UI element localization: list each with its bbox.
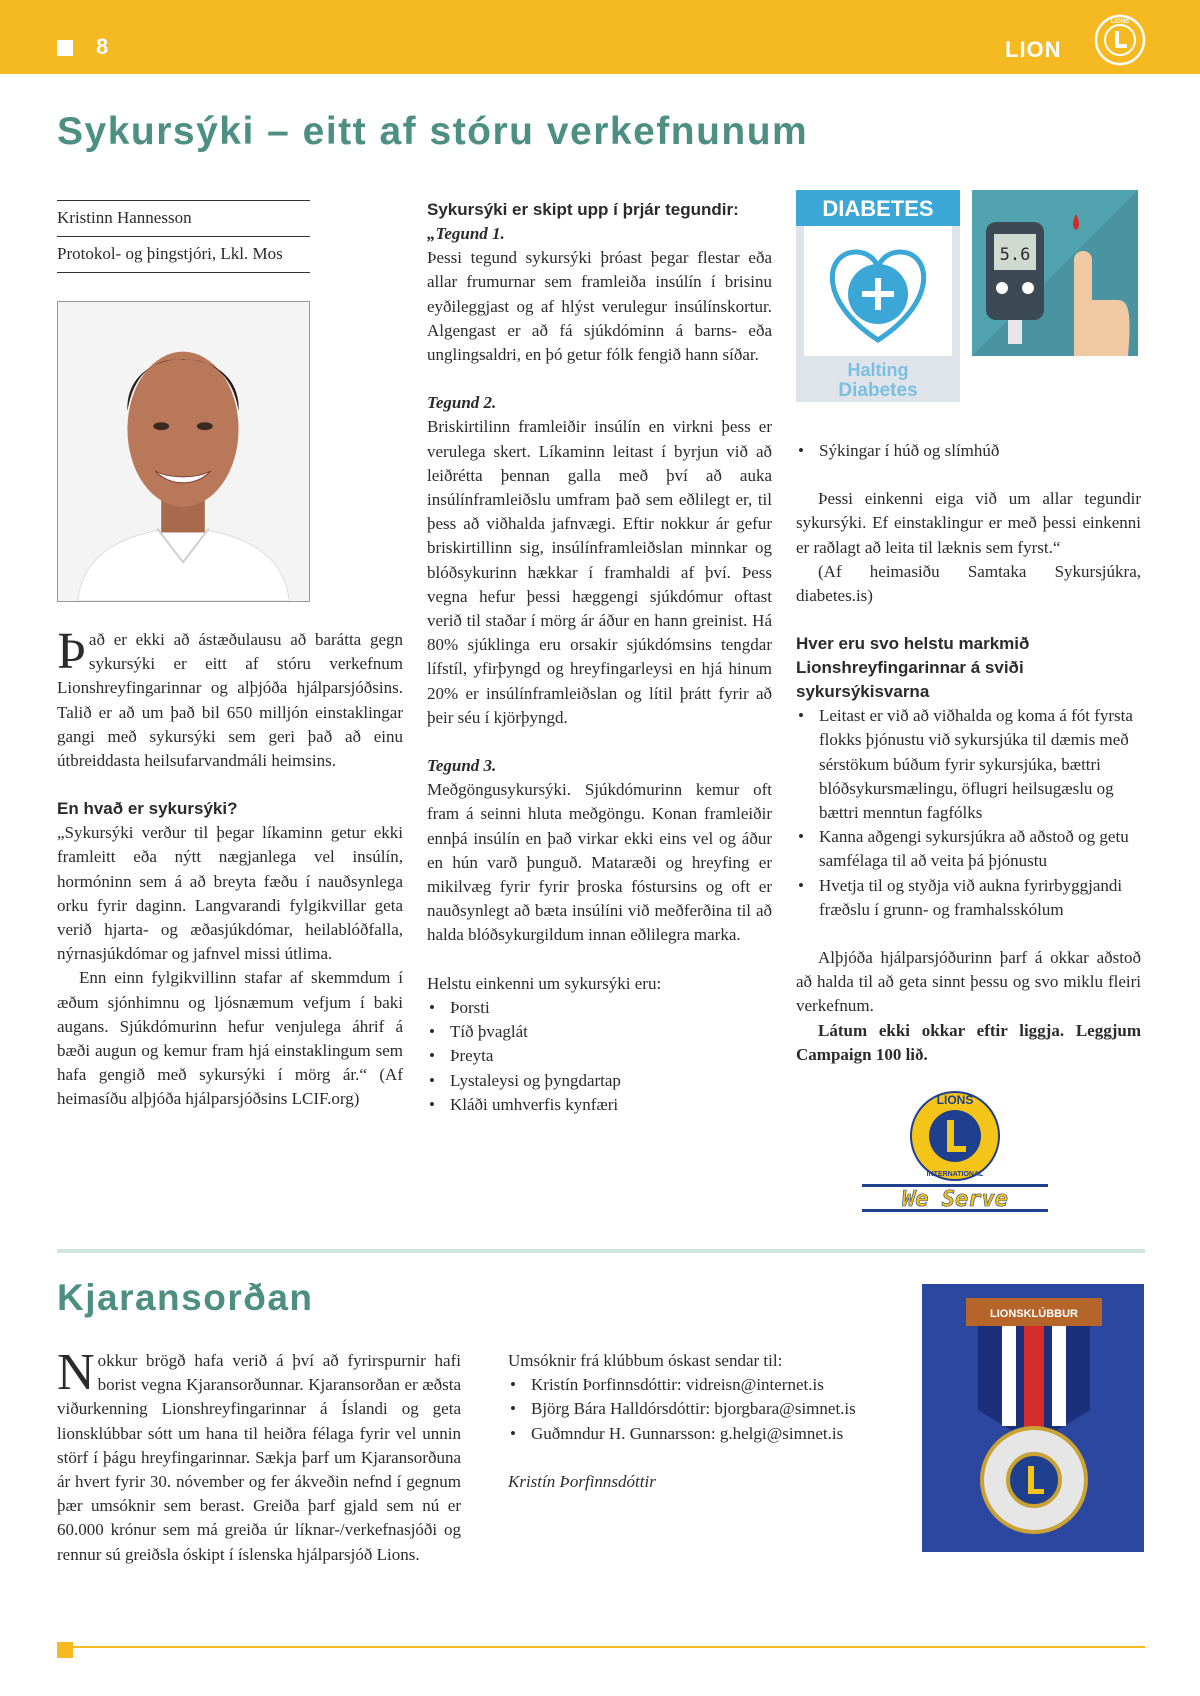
author-rule-bottom xyxy=(57,272,310,273)
list-item: • Lystaleysi og þyngdartap xyxy=(427,1069,772,1093)
heading-what-is: En hvað er sykursýki? xyxy=(57,799,238,819)
we-serve-logo xyxy=(862,1088,1048,1214)
type2-label: Tegund 2. xyxy=(427,393,497,413)
kjaransordan-body xyxy=(57,1344,461,1567)
header-square xyxy=(57,40,73,56)
type3-label: Tegund 3. xyxy=(427,756,497,776)
author-portrait xyxy=(57,301,310,602)
col3-paragraph-3: Alþjóða hjálparsjóðurinn þarf á okkar aðstoð að halda til að geta sinnt þessu og svo miklu fleiri verkefnum. xyxy=(796,948,1141,1016)
magazine-name: LION xyxy=(1005,37,1062,62)
list-item: • Þreyta xyxy=(427,1044,772,1068)
medal-plate-text: LIONSKLÚBBUR xyxy=(990,1308,1078,1320)
meter-reading: 5.6 xyxy=(999,245,1031,265)
diabetes-image-title: DIABETES xyxy=(822,196,934,221)
list-item: • Tíð þvaglát xyxy=(427,1020,772,1044)
diabetes-image-sub2: Diabetes xyxy=(838,380,918,401)
author-block xyxy=(57,200,310,273)
list-item: • Leitast er við að viðhalda og koma á fót fyrsta flokks þjónustu við sykursjúka til dæmis með sérstökum búðum fyrir sykursjúka, bættri blóðsykursmælingu, öflugri heilsugæslu og bættri menntun fagfólks xyxy=(796,704,1141,825)
list-item: • Guðmndur H. Gunnarsson: g.helgi@simnet.is xyxy=(508,1422,898,1446)
list-item: • Þorsti xyxy=(427,996,772,1020)
diabetes-image-sub1: Halting xyxy=(847,360,909,380)
medal-image xyxy=(922,1284,1144,1552)
footer-rule xyxy=(57,1646,1145,1648)
lions-logo-icon xyxy=(1094,14,1146,66)
we-serve-top-text: LIONS xyxy=(936,1093,974,1107)
col1-paragraph-2: Enn einn fylgikvillinn stafar af skemmdum í æðum sjónhimnu og ljósnæmum vefjum í baki augans. Sjúkdómurinn hefur venjulega áhrif á bæði augun og kemur fram hjá einstaklingum sem hafa gengið með sykursýki í mörg ár.“ (Af heimasíðu alþjóða hjálparsjóðsins LCIF.org) xyxy=(57,968,403,1109)
col3-paragraph-1: Þessi einkenni eiga við um allar tegundir sykursýki. Ef einstaklingur er með þessi einkenni er raðlagt að leita til læknis sem fyrst.“ xyxy=(796,489,1141,557)
symptom-continued xyxy=(796,439,1141,463)
kjaransordan-paragraph xyxy=(57,1344,461,1567)
col3-source: (Af heimasiðu Samtaka Sykursjúkra, diabetes.is) xyxy=(796,561,1141,606)
symptoms-intro: Helstu einkenni um sykursýki eru: xyxy=(427,973,662,993)
intro-text: að er ekki að ástæðulausu að barátta gegn sykursýki er eitt af stóru verkefnum Lionshreyfingarinnar og alþjóða hjálparsjóðsins. Talið er að um það bil 650 milljón einstaklingar gangi með sykursýki sem geri það að einu útbreiddasta heilsufarvandmáli heimsins. xyxy=(57,630,403,771)
closing-line: Látum ekki okkar eftir liggja. Leggjum Campaign 100 lið. xyxy=(796,1020,1141,1064)
author-name: Kristinn Hannesson xyxy=(57,208,192,227)
drop-cap: Þ xyxy=(57,623,86,680)
kjaransordan-contacts xyxy=(508,1349,898,1494)
article-title: Sykursýki – eitt af stóru verkefnunum xyxy=(57,110,809,153)
list-item: • Björg Bára Halldórsdóttir: bjorgbara@simnet.is xyxy=(508,1397,898,1421)
list-item: • Kristín Þorfinnsdóttir: vidreisn@internet.is xyxy=(508,1373,898,1397)
we-serve-slogan: We Serve xyxy=(902,1187,1008,1212)
contacts-intro: Umsóknir frá klúbbum óskast sendar til: xyxy=(508,1351,783,1370)
column-2 xyxy=(427,198,772,1117)
type1-text: Þessi tegund sykursýki þróast þegar flestar eða allar frumurnar sem framleiða insúlín í brisinu eyðileggjast og af hlýst verulegur insúlínskortur. Algengast er að fá sjúkdóminn á barns- eða unglingsaldri, en þó getur fólk fengið hann síðar. xyxy=(427,248,772,365)
symptoms-list xyxy=(427,996,772,1117)
list-item: • Kláði umhverfis kynfæri xyxy=(427,1093,772,1117)
signature: Kristín Þorfinnsdóttir xyxy=(508,1471,656,1491)
type1-label: „Tegund 1. xyxy=(427,224,505,243)
author-role: Protokol- og þingstjóri, Lkl. Mos xyxy=(57,244,283,263)
footer-square xyxy=(57,1642,73,1658)
type3-text: Meðgöngusykursýki. Sjúkdómurinn kemur oft fram á seinni hluta meðgöngu. Konan framleiðir ennþá insúlín en það virkar ekki eins vel og áður en hún varð þunguð. Mataræði og hreyfing er mikilvæg fyrir fyrir þroska fóstursins og oft er nauðsynlegt að bæta insúlíni við meðferðina til að halda blóðsykurgildum innan eðlilegra marka. xyxy=(427,780,772,945)
kjaransordan-text: okkur brögð hafa verið á því að fyrirspurnir hafi borist vegna Kjaransorðunnar. Kjaransorðan er æðsta viðurkenning Lionshreyfingarinnar á Íslandi og geta lionsklúbbar sótt um hana til heiðra félaga fyrir vel unnin störf í þágu hreyfingarinnar. Sækja þarf um Kjaransorðuna ár hvert fyrir 30. nóvember og fer ákveðin nefnd í gegnum þær umsóknir sem berast. Greiða þarf gjald sem nú er 60.000 krónur sem má greiða úr líknar-/verkefnasjóði og rennur sú greiðsla óskipt í íslenska hjálparsjóð Lions. xyxy=(57,1351,461,1564)
intro-paragraph xyxy=(57,623,403,773)
glucose-meter-image xyxy=(972,190,1138,356)
column-1 xyxy=(57,623,403,1112)
logo-text: LIONS xyxy=(1110,19,1130,25)
section-divider xyxy=(57,1249,1145,1253)
list-item: • Kanna aðgengi sykursjúkra að aðstoð og getu samfélaga til að veita þá þjónustu xyxy=(796,825,1141,873)
list-item: • Sýkingar í húð og slímhúð xyxy=(796,439,1141,463)
diabetes-image xyxy=(796,190,960,402)
goals-list xyxy=(796,704,1141,922)
goals-heading: Hver eru svo helstu markmið Lionshreyfingarinnar á sviði sykursýkisvarna xyxy=(796,634,1030,702)
types-heading: Sykursýki er skipt upp í þrjár tegundir: xyxy=(427,200,739,219)
section-title-kjaransordan: Kjaransorðan xyxy=(57,1277,314,1318)
we-serve-bottom-text: INTERNATIONAL xyxy=(926,1171,984,1178)
drop-cap: N xyxy=(57,1344,95,1401)
page-number: 8 xyxy=(96,34,109,59)
type2-text: Briskirtilinn framleiðir insúlín en virkni þess er verulega skert. Líkaminn leitast í byrjun við að leiðrétta þennan galla með því að auka insúlínframleiðslu umfram það sem eðlilegt er, til þess að viðhalda jafnvægi. Eftir nokkur ár gefur briskirtillinn sig, insúlínframleiðslan minnkar og blóðsykurinn hækkar í framhaldi af því. Þess vegna hefur þessi hæggengi sjúkdómur oftast verið til staðar í mörg ár áður en hann greinist. Há 80% sjúklinga eru orsakir sjúkdómsins tengdar lífstíl, yfirþyngd og hreyfingarleysi en hjá hinum 20% er insúlínframleiðslan og lítil þrátt fyrir að þeir séu í kjörþyngd. xyxy=(427,417,772,727)
contacts-list xyxy=(508,1373,898,1446)
header-bar xyxy=(0,0,1200,74)
col1-paragraph-1: „Sykursýki verður til þegar líkaminn getur ekki framleitt eða nýtt nægjanlega vel insúlín, hormóninn sem á að breyta fæðu í nauðsynlega orku fyrir daginn. Langvarandi fylgikvillar geta verið hjarta- og æðasjúkdómar, heilablóðfalla, nýrnasjúkdómar og jafnvel missi útlima. xyxy=(57,823,403,964)
list-item: • Hvetja til og styðja við aukna fyrirbyggjandi fræðslu í grunn- og framhalsskólum xyxy=(796,874,1141,922)
column-3 xyxy=(796,439,1141,1067)
